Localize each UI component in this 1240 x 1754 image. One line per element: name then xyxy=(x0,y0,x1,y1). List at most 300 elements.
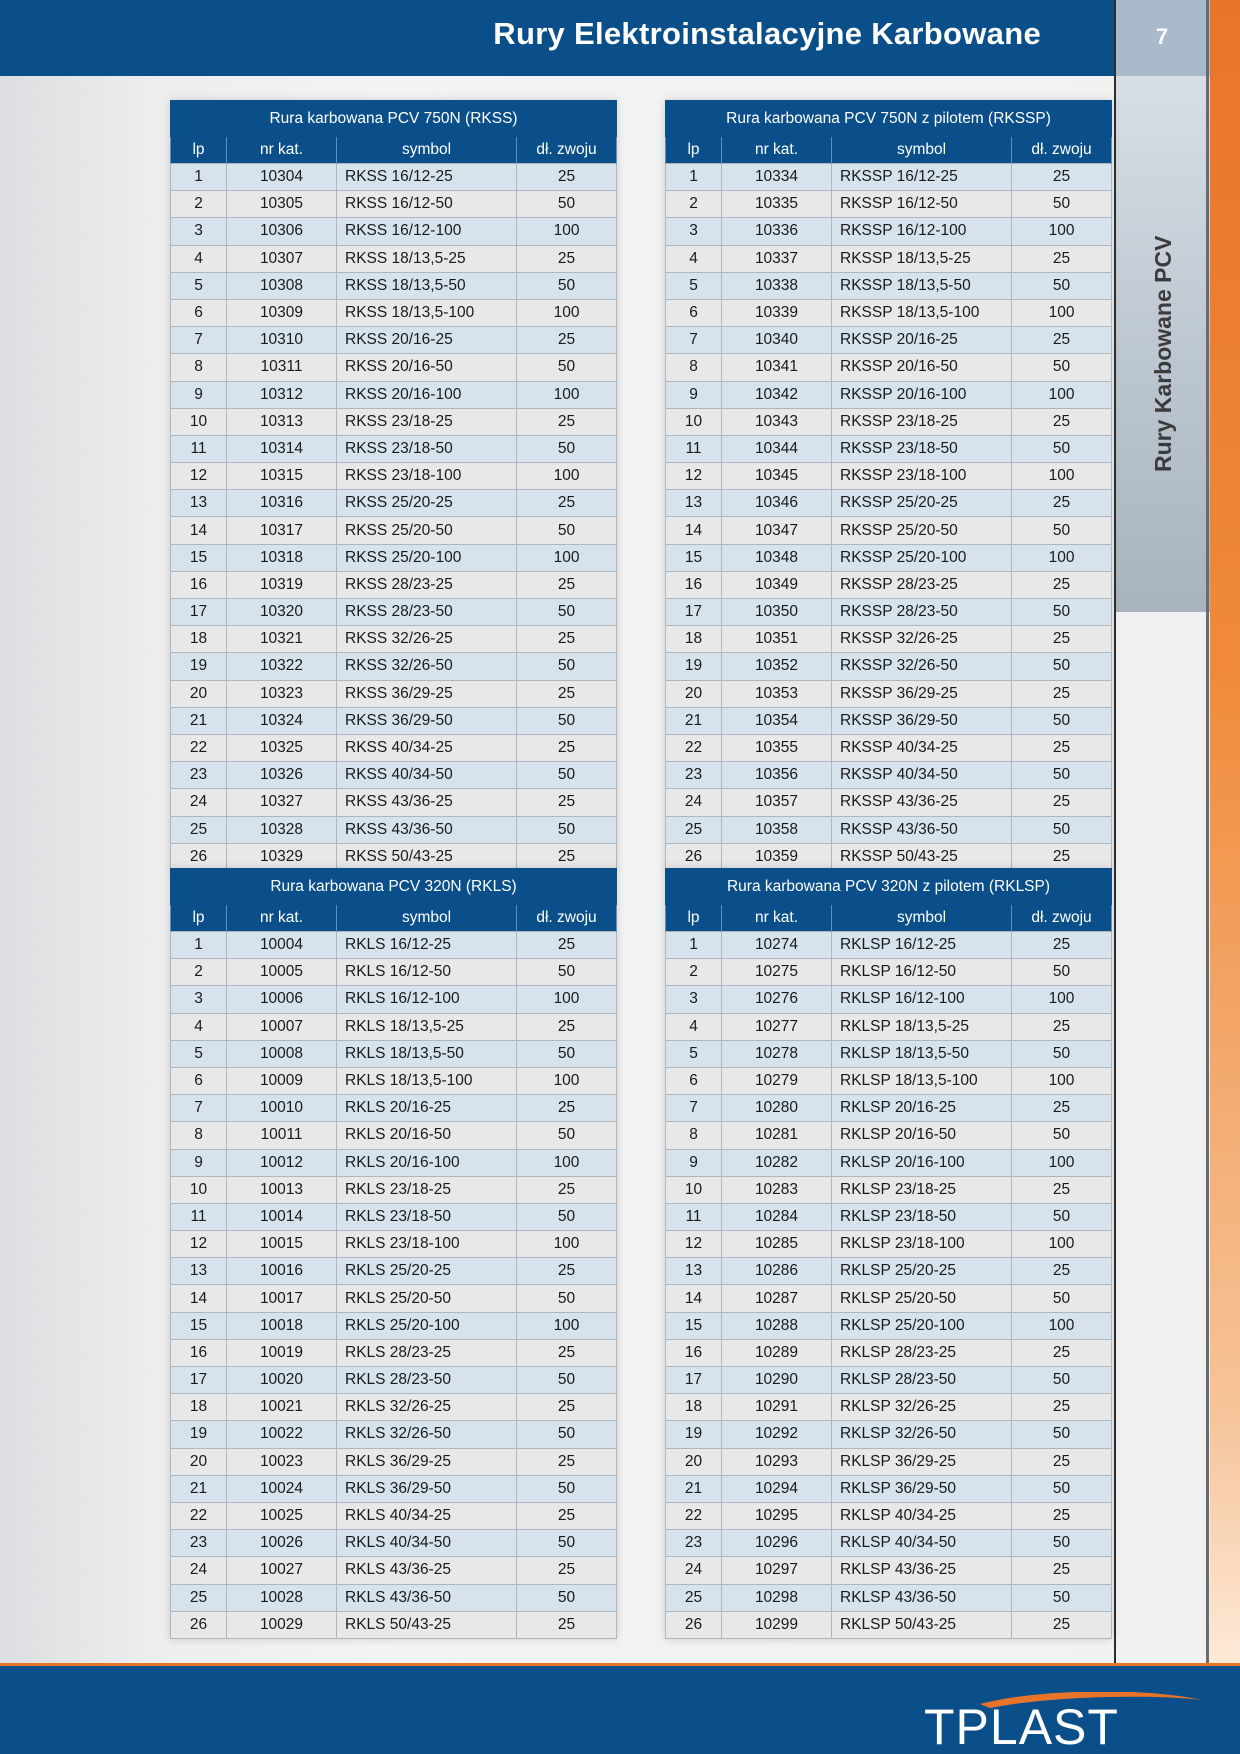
cell-symbol: RKLSP 25/20-100 xyxy=(832,1312,1012,1339)
cell-symbol: RKSSP 18/13,5-50 xyxy=(832,272,1012,299)
table-row xyxy=(171,1421,617,1448)
cell-lp: 23 xyxy=(171,1530,227,1557)
table-row xyxy=(171,1013,617,1040)
table-row xyxy=(666,191,1112,218)
cell-coil-length: 50 xyxy=(1012,354,1112,381)
cell-lp: 4 xyxy=(171,245,227,272)
cell-catalog-number: 10287 xyxy=(722,1285,832,1312)
logo-text: TPLAST xyxy=(924,1699,1119,1752)
cell-symbol: RKLS 25/20-50 xyxy=(337,1285,517,1312)
cell-coil-length: 100 xyxy=(517,1149,617,1176)
cell-catalog-number: 10278 xyxy=(722,1040,832,1067)
cell-catalog-number: 10280 xyxy=(722,1095,832,1122)
cell-catalog-number: 10304 xyxy=(227,164,337,191)
cell-lp: 15 xyxy=(666,1312,722,1339)
cell-catalog-number: 10025 xyxy=(227,1502,337,1529)
cell-coil-length: 25 xyxy=(517,1557,617,1584)
cell-coil-length: 100 xyxy=(1012,381,1112,408)
cell-coil-length: 25 xyxy=(1012,1502,1112,1529)
cell-lp: 17 xyxy=(171,599,227,626)
cell-lp: 9 xyxy=(171,1149,227,1176)
cell-lp: 6 xyxy=(666,1067,722,1094)
cell-lp: 7 xyxy=(171,327,227,354)
table-row xyxy=(171,599,617,626)
cell-lp: 2 xyxy=(171,959,227,986)
cell-catalog-number: 10284 xyxy=(722,1203,832,1230)
cell-symbol: RKSS 23/18-100 xyxy=(337,463,517,490)
table-row xyxy=(666,626,1112,653)
cell-catalog-number: 10359 xyxy=(722,843,832,870)
cell-symbol: RKLSP 20/16-50 xyxy=(832,1122,1012,1149)
column-header: dł. zwoju xyxy=(517,905,617,932)
table-row xyxy=(666,1475,1112,1502)
cell-catalog-number: 10320 xyxy=(227,599,337,626)
column-header: dł. zwoju xyxy=(517,137,617,164)
table-row xyxy=(666,599,1112,626)
cell-coil-length: 50 xyxy=(517,1475,617,1502)
cell-lp: 22 xyxy=(666,1502,722,1529)
cell-coil-length: 100 xyxy=(1012,299,1112,326)
cell-symbol: RKLSP 20/16-25 xyxy=(832,1095,1012,1122)
table-row xyxy=(171,1231,617,1258)
cell-catalog-number: 10290 xyxy=(722,1367,832,1394)
cell-lp: 21 xyxy=(666,707,722,734)
table-row xyxy=(666,1557,1112,1584)
cell-coil-length: 100 xyxy=(517,463,617,490)
table-row xyxy=(171,653,617,680)
cell-lp: 20 xyxy=(171,680,227,707)
cell-catalog-number: 10348 xyxy=(722,544,832,571)
cell-lp: 6 xyxy=(171,1067,227,1094)
orange-accent-bar xyxy=(1210,0,1240,1666)
table-row xyxy=(666,789,1112,816)
cell-lp: 9 xyxy=(666,1149,722,1176)
cell-lp: 5 xyxy=(171,1040,227,1067)
cell-coil-length: 25 xyxy=(1012,408,1112,435)
cell-coil-length: 50 xyxy=(1012,1530,1112,1557)
cell-coil-length: 25 xyxy=(517,1448,617,1475)
cell-symbol: RKSS 36/29-50 xyxy=(337,707,517,734)
cell-coil-length: 25 xyxy=(1012,626,1112,653)
cell-symbol: RKLS 25/20-100 xyxy=(337,1312,517,1339)
table-row xyxy=(171,1149,617,1176)
cell-symbol: RKLS 28/23-50 xyxy=(337,1367,517,1394)
column-header: symbol xyxy=(832,905,1012,932)
cell-coil-length: 50 xyxy=(517,1285,617,1312)
cell-catalog-number: 10308 xyxy=(227,272,337,299)
cell-catalog-number: 10318 xyxy=(227,544,337,571)
cell-coil-length: 50 xyxy=(1012,816,1112,843)
cell-lp: 25 xyxy=(666,1584,722,1611)
table-row xyxy=(666,408,1112,435)
cell-lp: 2 xyxy=(171,191,227,218)
table-row xyxy=(666,1611,1112,1638)
cell-symbol: RKLSP 43/36-50 xyxy=(832,1584,1012,1611)
table-row xyxy=(171,789,617,816)
cell-symbol: RKSS 43/36-25 xyxy=(337,789,517,816)
cell-catalog-number: 10328 xyxy=(227,816,337,843)
cell-catalog-number: 10015 xyxy=(227,1231,337,1258)
cell-lp: 26 xyxy=(171,1611,227,1638)
cell-coil-length: 50 xyxy=(1012,435,1112,462)
table-row xyxy=(666,959,1112,986)
cell-lp: 19 xyxy=(171,1421,227,1448)
cell-coil-length: 25 xyxy=(517,164,617,191)
table-row xyxy=(666,1394,1112,1421)
cell-catalog-number: 10024 xyxy=(227,1475,337,1502)
table-row xyxy=(666,245,1112,272)
cell-coil-length: 50 xyxy=(1012,191,1112,218)
cell-coil-length: 25 xyxy=(1012,734,1112,761)
table-row xyxy=(666,707,1112,734)
table-row xyxy=(666,1258,1112,1285)
cell-symbol: RKLSP 32/26-50 xyxy=(832,1421,1012,1448)
table-row xyxy=(171,816,617,843)
cell-coil-length: 100 xyxy=(1012,463,1112,490)
cell-symbol: RKLS 23/18-25 xyxy=(337,1176,517,1203)
cell-coil-length: 25 xyxy=(517,1258,617,1285)
cell-lp: 14 xyxy=(666,517,722,544)
cell-coil-length: 50 xyxy=(517,1584,617,1611)
cell-catalog-number: 10350 xyxy=(722,599,832,626)
cell-lp: 9 xyxy=(171,381,227,408)
cell-coil-length: 25 xyxy=(1012,1095,1112,1122)
cell-coil-length: 25 xyxy=(1012,1557,1112,1584)
table-row xyxy=(171,762,617,789)
table-row xyxy=(666,218,1112,245)
cell-symbol: RKLS 18/13,5-25 xyxy=(337,1013,517,1040)
cell-lp: 21 xyxy=(666,1475,722,1502)
cell-lp: 21 xyxy=(171,1475,227,1502)
table-row xyxy=(171,327,617,354)
cell-catalog-number: 10019 xyxy=(227,1339,337,1366)
cell-coil-length: 100 xyxy=(1012,218,1112,245)
cell-coil-length: 25 xyxy=(517,571,617,598)
cell-catalog-number: 10321 xyxy=(227,626,337,653)
cell-symbol: RKLSP 16/12-25 xyxy=(832,932,1012,959)
table-row xyxy=(171,707,617,734)
cell-lp: 23 xyxy=(666,762,722,789)
table-row xyxy=(171,1122,617,1149)
cell-coil-length: 25 xyxy=(1012,789,1112,816)
cell-lp: 16 xyxy=(171,1339,227,1366)
cell-coil-length: 50 xyxy=(1012,599,1112,626)
table-row xyxy=(171,490,617,517)
cell-coil-length: 25 xyxy=(517,1502,617,1529)
table-row xyxy=(666,517,1112,544)
cell-coil-length: 100 xyxy=(1012,986,1112,1013)
cell-symbol: RKSS 18/13,5-50 xyxy=(337,272,517,299)
cell-lp: 10 xyxy=(666,1176,722,1203)
cell-coil-length: 50 xyxy=(1012,1367,1112,1394)
product-table xyxy=(665,100,1112,871)
cell-symbol: RKLS 23/18-50 xyxy=(337,1203,517,1230)
cell-coil-length: 50 xyxy=(517,959,617,986)
cell-coil-length: 50 xyxy=(1012,959,1112,986)
cell-symbol: RKSS 50/43-25 xyxy=(337,843,517,870)
cell-coil-length: 25 xyxy=(1012,1013,1112,1040)
cell-catalog-number: 10346 xyxy=(722,490,832,517)
cell-coil-length: 25 xyxy=(1012,1611,1112,1638)
table-row xyxy=(666,1448,1112,1475)
table-row xyxy=(171,544,617,571)
cell-catalog-number: 10014 xyxy=(227,1203,337,1230)
cell-catalog-number: 10344 xyxy=(722,435,832,462)
table-row xyxy=(171,1584,617,1611)
cell-coil-length: 25 xyxy=(517,932,617,959)
cell-catalog-number: 10310 xyxy=(227,327,337,354)
cell-lp: 11 xyxy=(171,1203,227,1230)
cell-symbol: RKLS 36/29-50 xyxy=(337,1475,517,1502)
cell-lp: 19 xyxy=(666,653,722,680)
cell-catalog-number: 10341 xyxy=(722,354,832,381)
cell-lp: 7 xyxy=(666,327,722,354)
cell-lp: 1 xyxy=(666,932,722,959)
cell-lp: 4 xyxy=(666,245,722,272)
table-rkss xyxy=(170,100,617,871)
cell-symbol: RKSSP 43/36-50 xyxy=(832,816,1012,843)
cell-lp: 26 xyxy=(666,1611,722,1638)
cell-symbol: RKLS 16/12-25 xyxy=(337,932,517,959)
cell-coil-length: 50 xyxy=(517,1122,617,1149)
cell-symbol: RKSSP 25/20-50 xyxy=(832,517,1012,544)
cell-catalog-number: 10292 xyxy=(722,1421,832,1448)
table-row xyxy=(171,381,617,408)
cell-symbol: RKSSP 16/12-100 xyxy=(832,218,1012,245)
cell-lp: 14 xyxy=(666,1285,722,1312)
cell-catalog-number: 10336 xyxy=(722,218,832,245)
cell-coil-length: 100 xyxy=(517,299,617,326)
cell-coil-length: 25 xyxy=(517,680,617,707)
cell-symbol: RKSSP 50/43-25 xyxy=(832,843,1012,870)
cell-symbol: RKSSP 32/26-50 xyxy=(832,653,1012,680)
cell-symbol: RKLSP 23/18-25 xyxy=(832,1176,1012,1203)
cell-catalog-number: 10338 xyxy=(722,272,832,299)
cell-catalog-number: 10009 xyxy=(227,1067,337,1094)
cell-lp: 18 xyxy=(171,626,227,653)
column-header: lp xyxy=(666,905,722,932)
cell-symbol: RKSSP 23/18-50 xyxy=(832,435,1012,462)
table-rkssp xyxy=(665,100,1112,871)
cell-catalog-number: 10291 xyxy=(722,1394,832,1421)
cell-coil-length: 50 xyxy=(517,354,617,381)
table-row xyxy=(171,1312,617,1339)
cell-symbol: RKLS 32/26-25 xyxy=(337,1394,517,1421)
cell-catalog-number: 10013 xyxy=(227,1176,337,1203)
cell-coil-length: 25 xyxy=(1012,164,1112,191)
cell-symbol: RKSS 20/16-100 xyxy=(337,381,517,408)
cell-catalog-number: 10026 xyxy=(227,1530,337,1557)
tplast-logo-icon xyxy=(920,1692,1210,1752)
cell-symbol: RKSS 28/23-50 xyxy=(337,599,517,626)
cell-lp: 22 xyxy=(171,1502,227,1529)
cell-catalog-number: 10314 xyxy=(227,435,337,462)
cell-catalog-number: 10322 xyxy=(227,653,337,680)
table-title: Rura karbowana PCV 750N (RKSS) xyxy=(171,101,617,137)
cell-catalog-number: 10324 xyxy=(227,707,337,734)
cell-lp: 4 xyxy=(666,1013,722,1040)
cell-symbol: RKLS 23/18-100 xyxy=(337,1231,517,1258)
cell-catalog-number: 10286 xyxy=(722,1258,832,1285)
cell-catalog-number: 10342 xyxy=(722,381,832,408)
cell-coil-length: 25 xyxy=(1012,490,1112,517)
cell-lp: 8 xyxy=(666,1122,722,1149)
table-title: Rura karbowana PCV 320N (RKLS) xyxy=(171,869,617,905)
page-header xyxy=(0,0,1114,76)
table-row xyxy=(171,1285,617,1312)
cell-lp: 5 xyxy=(171,272,227,299)
table-row xyxy=(171,517,617,544)
cell-symbol: RKLSP 23/18-50 xyxy=(832,1203,1012,1230)
cell-catalog-number: 10351 xyxy=(722,626,832,653)
product-table xyxy=(170,868,617,1639)
cell-coil-length: 25 xyxy=(1012,843,1112,870)
cell-lp: 10 xyxy=(171,408,227,435)
cell-symbol: RKSS 16/12-50 xyxy=(337,191,517,218)
cell-catalog-number: 10316 xyxy=(227,490,337,517)
table-row xyxy=(666,1339,1112,1366)
table-title: Rura karbowana PCV 320N z pilotem (RKLSP) xyxy=(666,869,1112,905)
cell-catalog-number: 10329 xyxy=(227,843,337,870)
cell-lp: 12 xyxy=(666,1231,722,1258)
table-row xyxy=(666,1122,1112,1149)
cell-lp: 23 xyxy=(666,1530,722,1557)
cell-symbol: RKLSP 50/43-25 xyxy=(832,1611,1012,1638)
table-row xyxy=(171,1095,617,1122)
cell-coil-length: 50 xyxy=(1012,1421,1112,1448)
cell-coil-length: 50 xyxy=(1012,272,1112,299)
cell-catalog-number: 10012 xyxy=(227,1149,337,1176)
cell-lp: 20 xyxy=(666,680,722,707)
cell-catalog-number: 10339 xyxy=(722,299,832,326)
cell-lp: 13 xyxy=(171,1258,227,1285)
cell-symbol: RKSS 16/12-25 xyxy=(337,164,517,191)
table-row xyxy=(171,245,617,272)
cell-lp: 24 xyxy=(666,1557,722,1584)
cell-coil-length: 50 xyxy=(517,653,617,680)
cell-lp: 12 xyxy=(171,1231,227,1258)
cell-symbol: RKLS 16/12-50 xyxy=(337,959,517,986)
cell-lp: 22 xyxy=(666,734,722,761)
cell-symbol: RKSS 25/20-25 xyxy=(337,490,517,517)
cell-coil-length: 50 xyxy=(1012,1122,1112,1149)
cell-coil-length: 50 xyxy=(1012,707,1112,734)
cell-symbol: RKLS 25/20-25 xyxy=(337,1258,517,1285)
cell-catalog-number: 10306 xyxy=(227,218,337,245)
cell-catalog-number: 10299 xyxy=(722,1611,832,1638)
cell-symbol: RKLSP 40/34-50 xyxy=(832,1530,1012,1557)
cell-lp: 11 xyxy=(666,1203,722,1230)
cell-coil-length: 25 xyxy=(1012,245,1112,272)
cell-coil-length: 100 xyxy=(1012,1067,1112,1094)
cell-catalog-number: 10337 xyxy=(722,245,832,272)
table-row xyxy=(666,381,1112,408)
column-header: nr kat. xyxy=(227,905,337,932)
table-row xyxy=(666,544,1112,571)
column-header: lp xyxy=(666,137,722,164)
table-row xyxy=(666,435,1112,462)
cell-lp: 16 xyxy=(666,571,722,598)
cell-lp: 5 xyxy=(666,272,722,299)
cell-catalog-number: 10356 xyxy=(722,762,832,789)
cell-symbol: RKLSP 25/20-50 xyxy=(832,1285,1012,1312)
cell-symbol: RKSS 18/13,5-25 xyxy=(337,245,517,272)
table-row xyxy=(171,354,617,381)
table-row xyxy=(666,1040,1112,1067)
cell-catalog-number: 10018 xyxy=(227,1312,337,1339)
cell-coil-length: 25 xyxy=(517,327,617,354)
cell-lp: 8 xyxy=(171,1122,227,1149)
cell-symbol: RKSSP 32/26-25 xyxy=(832,626,1012,653)
cell-lp: 24 xyxy=(171,1557,227,1584)
cell-coil-length: 100 xyxy=(1012,1312,1112,1339)
cell-lp: 1 xyxy=(171,932,227,959)
column-header: symbol xyxy=(337,905,517,932)
column-header: symbol xyxy=(832,137,1012,164)
cell-catalog-number: 10279 xyxy=(722,1067,832,1094)
cell-coil-length: 100 xyxy=(517,381,617,408)
cell-catalog-number: 10334 xyxy=(722,164,832,191)
cell-catalog-number: 10277 xyxy=(722,1013,832,1040)
table-row xyxy=(666,1530,1112,1557)
table-row xyxy=(666,1367,1112,1394)
cell-symbol: RKSSP 16/12-25 xyxy=(832,164,1012,191)
cell-catalog-number: 10021 xyxy=(227,1394,337,1421)
column-header: symbol xyxy=(337,137,517,164)
cell-lp: 13 xyxy=(666,1258,722,1285)
cell-symbol: RKSSP 25/20-25 xyxy=(832,490,1012,517)
cell-catalog-number: 10315 xyxy=(227,463,337,490)
cell-coil-length: 100 xyxy=(1012,544,1112,571)
cell-symbol: RKLSP 36/29-50 xyxy=(832,1475,1012,1502)
page-number: 7 xyxy=(1155,24,1169,49)
cell-catalog-number: 10282 xyxy=(722,1149,832,1176)
cell-catalog-number: 10020 xyxy=(227,1367,337,1394)
cell-symbol: RKLSP 16/12-50 xyxy=(832,959,1012,986)
cell-lp: 6 xyxy=(666,299,722,326)
table-row xyxy=(666,816,1112,843)
table-row xyxy=(171,1258,617,1285)
table-row xyxy=(666,986,1112,1013)
cell-coil-length: 25 xyxy=(517,245,617,272)
table-row xyxy=(171,1475,617,1502)
table-row xyxy=(666,164,1112,191)
cell-catalog-number: 10312 xyxy=(227,381,337,408)
table-row xyxy=(666,1095,1112,1122)
column-header: nr kat. xyxy=(722,905,832,932)
table-row xyxy=(171,299,617,326)
cell-symbol: RKSSP 40/34-25 xyxy=(832,734,1012,761)
cell-lp: 12 xyxy=(666,463,722,490)
cell-coil-length: 50 xyxy=(1012,762,1112,789)
cell-coil-length: 50 xyxy=(1012,1285,1112,1312)
cell-symbol: RKLSP 40/34-25 xyxy=(832,1502,1012,1529)
cell-symbol: RKSSP 20/16-50 xyxy=(832,354,1012,381)
table-row xyxy=(666,1176,1112,1203)
cell-coil-length: 25 xyxy=(517,843,617,870)
cell-coil-length: 50 xyxy=(517,517,617,544)
cell-coil-length: 100 xyxy=(1012,1149,1112,1176)
cell-coil-length: 25 xyxy=(1012,1176,1112,1203)
cell-symbol: RKSS 25/20-100 xyxy=(337,544,517,571)
cell-symbol: RKSSP 20/16-100 xyxy=(832,381,1012,408)
table-row xyxy=(666,653,1112,680)
table-title: Rura karbowana PCV 750N z pilotem (RKSSP) xyxy=(666,101,1112,137)
cell-coil-length: 100 xyxy=(517,1231,617,1258)
cell-lp: 3 xyxy=(666,218,722,245)
cell-lp: 26 xyxy=(666,843,722,870)
cell-symbol: RKSS 40/34-50 xyxy=(337,762,517,789)
